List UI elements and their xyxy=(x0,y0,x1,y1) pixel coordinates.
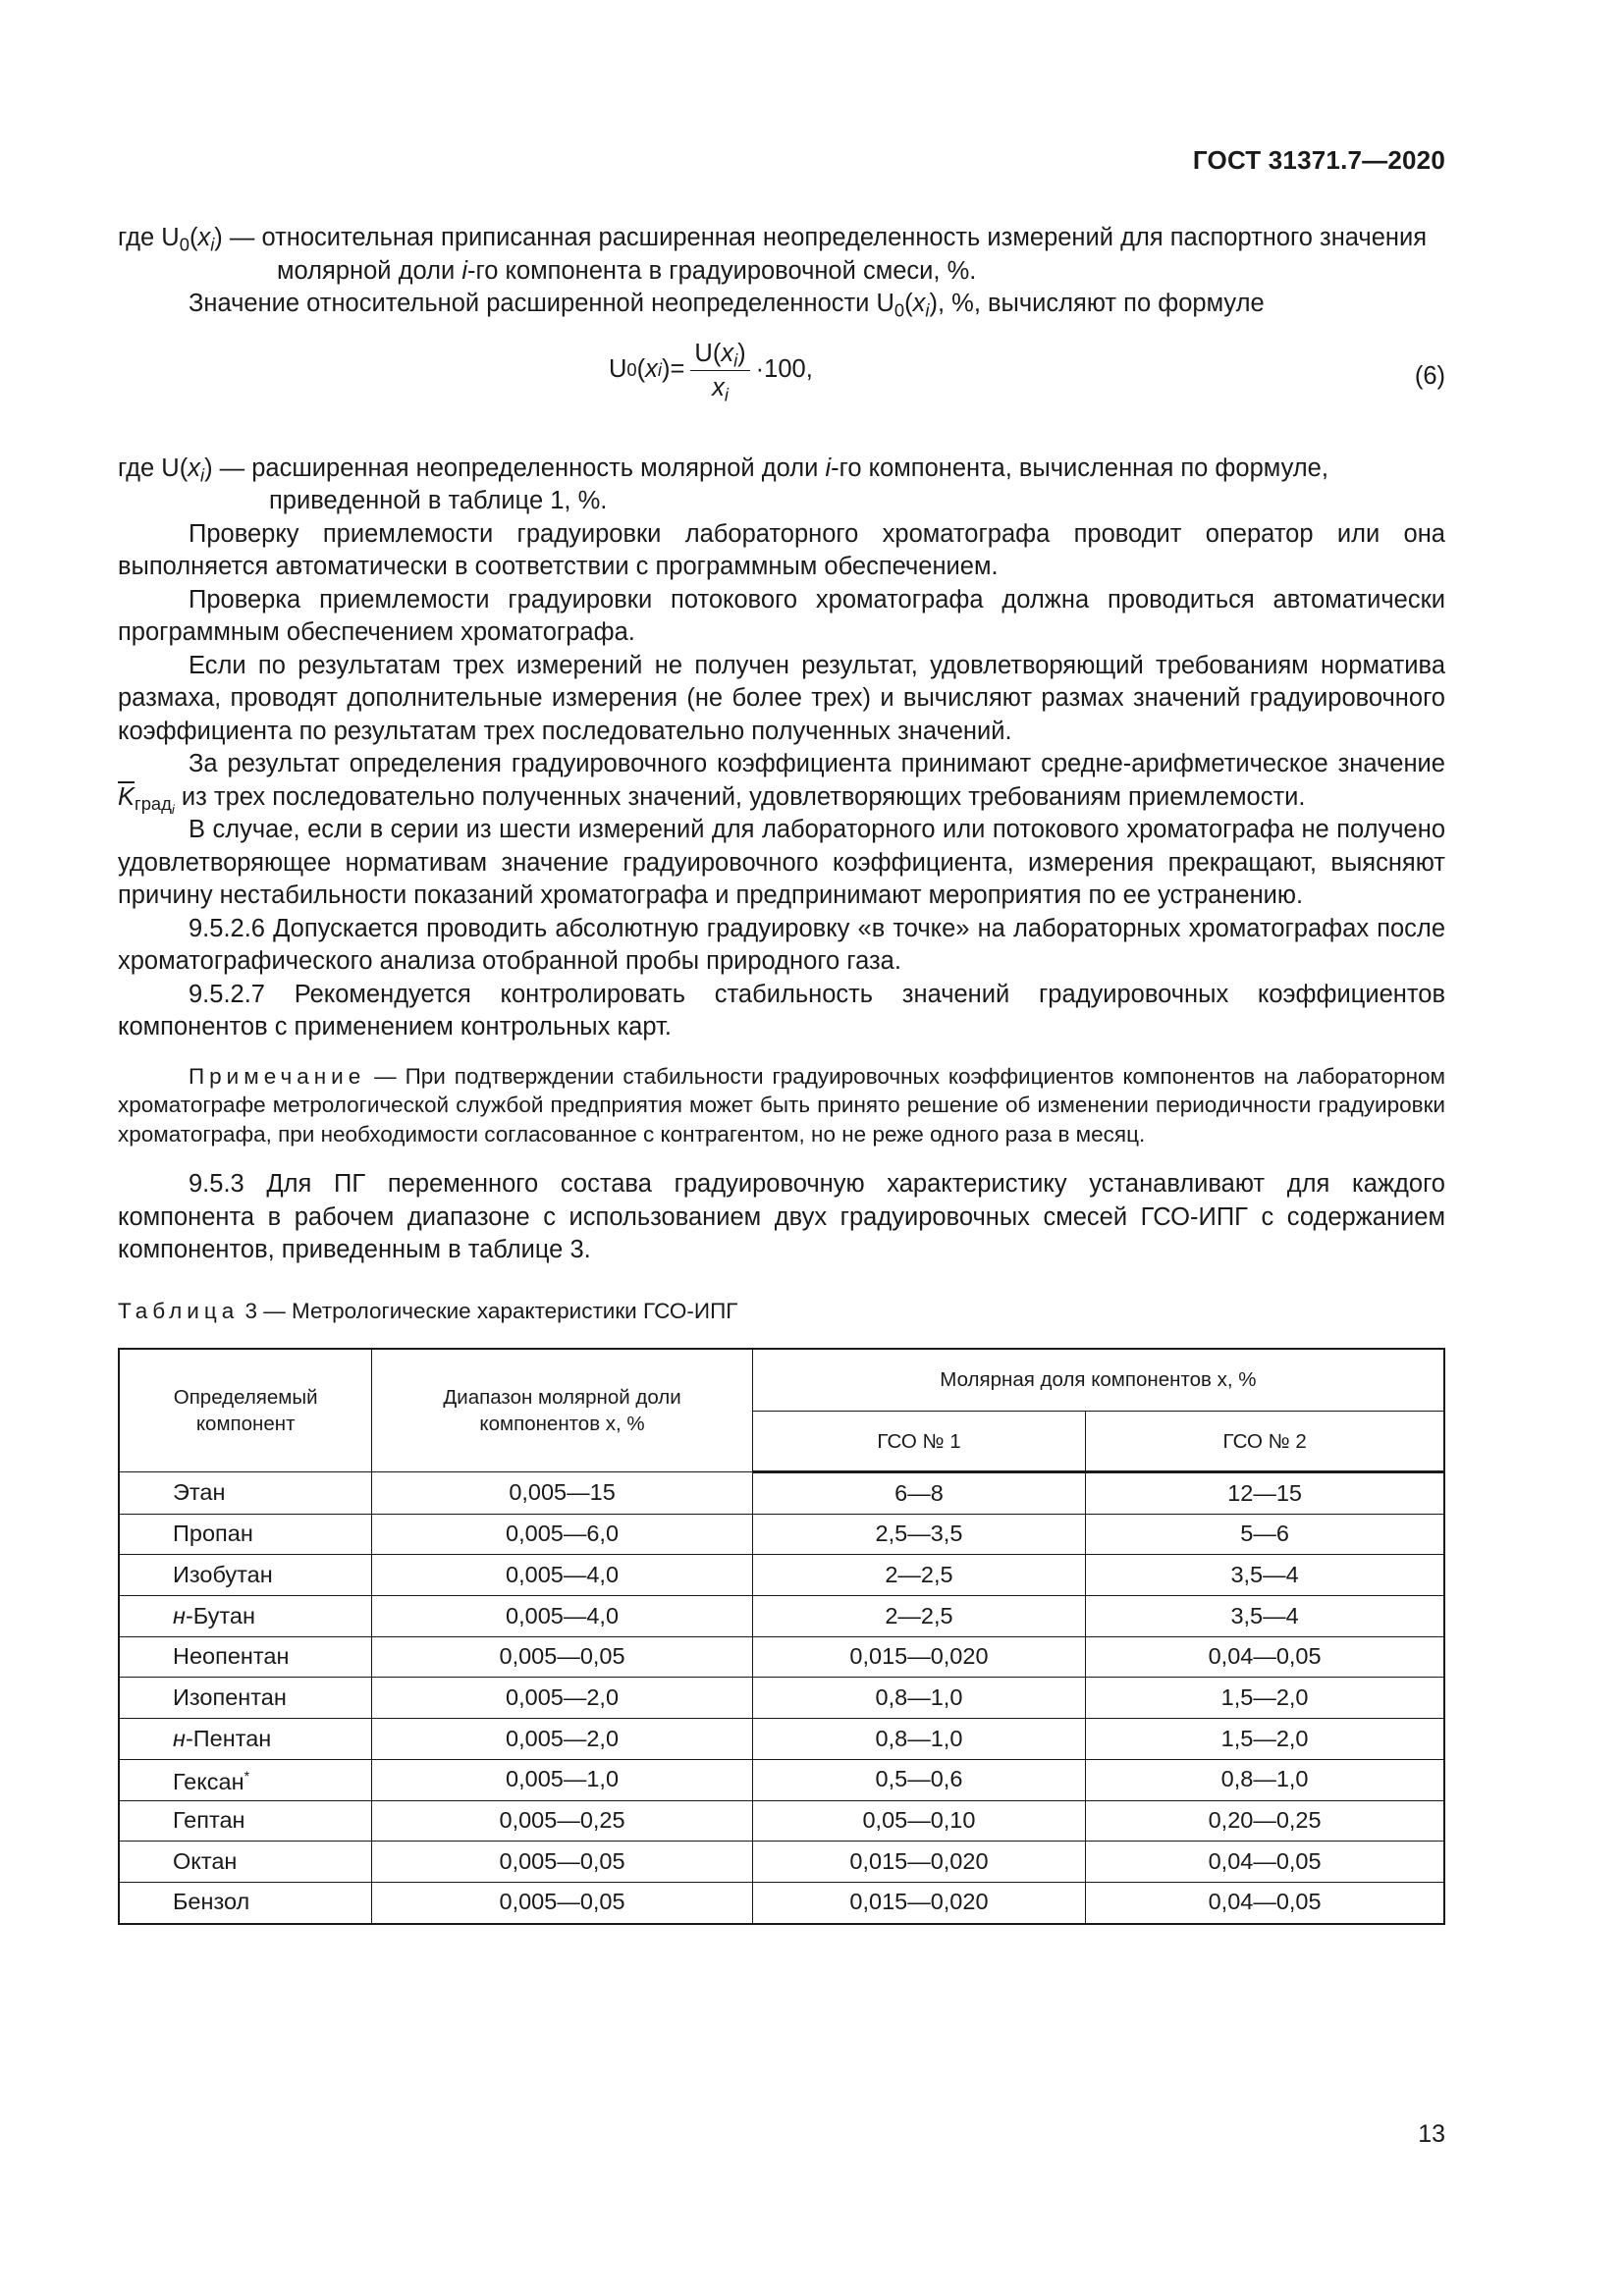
fraction-denominator: $x_i$ xyxy=(712,373,729,404)
cell-component: Изопентан xyxy=(119,1678,372,1719)
table-row xyxy=(119,1882,1444,1923)
table-row xyxy=(119,1636,1444,1678)
cell-component: н-Бутан xyxy=(119,1596,372,1637)
cell-range: 0,005—4,0 xyxy=(372,1596,752,1637)
cell-range: 0,005—6,0 xyxy=(372,1514,752,1555)
cell-gso2: 5—6 xyxy=(1086,1514,1444,1555)
equation-number: (6) xyxy=(1414,361,1445,390)
cell-gso2: 1,5—2,0 xyxy=(1086,1678,1444,1719)
cell-component: Изобутан xyxy=(119,1555,372,1596)
cell-range: 0,005—2,0 xyxy=(372,1719,752,1760)
cell-gso1: 0,015—0,020 xyxy=(752,1636,1085,1678)
table-row xyxy=(119,1800,1444,1842)
cell-gso1: 0,015—0,020 xyxy=(752,1882,1085,1923)
table-row xyxy=(119,1719,1444,1760)
cell-component: Гептан xyxy=(119,1800,372,1842)
cell-gso1: 0,05—0,10 xyxy=(752,1800,1085,1842)
cell-range: 0,005—4,0 xyxy=(372,1555,752,1596)
cell-gso2: 0,04—0,05 xyxy=(1086,1842,1444,1883)
cell-component: Октан xyxy=(119,1842,372,1883)
cell-range: 0,005—0,05 xyxy=(372,1882,752,1923)
cell-gso1: 0,8—1,0 xyxy=(752,1719,1085,1760)
cell-gso1: 0,015—0,020 xyxy=(752,1842,1085,1883)
cell-range: 0,005—15 xyxy=(372,1472,752,1515)
cell-gso2: 1,5—2,0 xyxy=(1086,1719,1444,1760)
cell-gso2: 0,20—0,25 xyxy=(1086,1800,1444,1842)
cell-range: 0,005—0,05 xyxy=(372,1636,752,1678)
header-component: Определяемый компонент xyxy=(119,1349,372,1472)
note-label: Примечание xyxy=(189,1063,366,1089)
page-number: 13 xyxy=(1418,2120,1445,2148)
cell-gso2: 3,5—4 xyxy=(1086,1555,1444,1596)
table-caption: Таблица 3 — Метрологические характеристики ГСО-ИПГ xyxy=(118,1298,738,1323)
formula-fraction xyxy=(690,339,749,402)
formula-body: U 0 ( x i ) = $\frac{U(x_i)}{x_i}$ ·100, xyxy=(609,339,813,404)
header-range: Диапазон молярной доли компонентов x, % xyxy=(372,1349,752,1472)
cell-component: Гексан* xyxy=(119,1759,372,1800)
cell-range: 0,005—2,0 xyxy=(372,1678,752,1719)
paragraph-9-5-3: 9.5.3 Для ПГ переменного состава градуировочную характеристику устанавливают для каждого компонента в рабочем диапазоне с использованием двух градуировочных смесей ГСО-ИПГ с содержанием компонентов, приведенным в таблице 3. xyxy=(118,1170,1445,1263)
paragraph-9-5-2-6: 9.5.2.6 Допускается проводить абсолютную градуировку «в точке» на лабораторных хроматографах после хроматографического анализа отобранной пробы природного газа. xyxy=(118,914,1445,975)
metrology-table xyxy=(118,1348,1445,1925)
table-row xyxy=(119,1514,1444,1555)
table-row xyxy=(119,1678,1444,1719)
cell-range: 0,005—1,0 xyxy=(372,1759,752,1800)
paragraph-check-lab: Проверку приемлемости градуировки лабораторного хроматографа проводит оператор или она выполняется автоматически в соответствии с программным обеспечением. xyxy=(118,519,1445,580)
cell-component: Этан xyxy=(119,1472,372,1515)
where-u-definition: где $U(x_i)$ — расширенная неопределенность молярной доли i-го компонента, вычисленная по формуле, приведенной в таблице 1, %. xyxy=(118,454,1328,514)
note: Примечание — При подтверждении стабильности градуировочных коэффициентов компонентов на лабораторном хроматографе метрологической службой предприятия может быть принято решение об изменении периодичности градуировки хроматографа, при необходимости согласованное с контрагентом, но не реже одного раза в месяц. xyxy=(118,1063,1445,1147)
paragraph-six-measurements: В случае, если в серии из шести измерений для лабораторного или потокового хроматографа не получено удовлетворяющее нормативам значение градуировочного коэффициента, измерения прекращают, выясняют причину нестабильности показаний хроматографа и предпринимают мероприятия по ее устранению. xyxy=(118,816,1445,909)
cell-component: Бензол xyxy=(119,1882,372,1923)
cell-gso2: 12—15 xyxy=(1086,1472,1444,1515)
header-gso2: ГСО № 2 xyxy=(1086,1412,1444,1472)
paragraph-check-stream: Проверка приемлемости градуировки потокового хроматографа должна проводиться автоматически программным обеспечением хроматографа. xyxy=(118,585,1445,646)
paragraph-9-5-2-7: 9.5.2.7 Рекомендуется контролировать стабильность значений градуировочных коэффициентов компонентов с применением контрольных карт. xyxy=(118,980,1445,1041)
cell-gso1: 0,8—1,0 xyxy=(752,1678,1085,1719)
cell-component: Пропан xyxy=(119,1514,372,1555)
table-row xyxy=(119,1842,1444,1883)
page-content xyxy=(118,222,1445,1925)
cell-gso1: 2,5—3,5 xyxy=(752,1514,1085,1555)
table-row xyxy=(119,1472,1444,1515)
cell-range: 0,005—0,05 xyxy=(372,1842,752,1883)
cell-gso1: 2—2,5 xyxy=(752,1555,1085,1596)
formula-intro: Значение относительной расширенной неопределенности $U_0(x_i)$, %, вычисляют по формуле xyxy=(189,290,1265,321)
table-body xyxy=(119,1472,1444,1924)
cell-component: н-Пентан xyxy=(119,1719,372,1760)
cell-gso2: 3,5—4 xyxy=(1086,1596,1444,1637)
table-row xyxy=(119,1596,1444,1637)
cell-gso1: 2—2,5 xyxy=(752,1596,1085,1637)
paragraph-if-no-result: Если по результатам трех измерений не получен результат, удовлетворяющий требованиям норматива размаха, проводят дополнительные измерения (не более трех) и вычисляют размах значений градуировочного коэффициента по результатам трех последовательно полученных значений. xyxy=(118,651,1445,745)
cell-gso2: 0,04—0,05 xyxy=(1086,1636,1444,1678)
header-gso1: ГСО № 1 xyxy=(752,1412,1085,1472)
fraction-numerator: $U(x_i)$ xyxy=(690,339,749,371)
standard-designation: ГОСТ 31371.7—2020 xyxy=(1192,145,1445,175)
cell-gso2: 0,8—1,0 xyxy=(1086,1759,1444,1800)
cell-component: Неопентан xyxy=(119,1636,372,1678)
cell-gso1: 6—8 xyxy=(752,1472,1085,1515)
table-row xyxy=(119,1555,1444,1596)
cell-gso2: 0,04—0,05 xyxy=(1086,1882,1444,1923)
paragraph-result: За результат определения градуировочного коэффициента принимают средне-арифметическое значение $\overline{K}_{град_i}$ из трех последовательно полученных значений, удовлетворяющих требованиям приемлемости. xyxy=(118,750,1445,817)
header-molar-fraction: Молярная доля компонентов x, % xyxy=(752,1349,1444,1412)
cell-gso1: 0,5—0,6 xyxy=(752,1759,1085,1800)
table-row xyxy=(119,1759,1444,1800)
where-u0-definition: где $U_0(x_i)$ — относительная приписанная расширенная неопределенность измерений для паспортного значения молярной доли i-го компонента в градуировочной смеси, %. xyxy=(118,224,1428,285)
cell-range: 0,005—0,25 xyxy=(372,1800,752,1842)
formula-6 xyxy=(118,327,1445,431)
